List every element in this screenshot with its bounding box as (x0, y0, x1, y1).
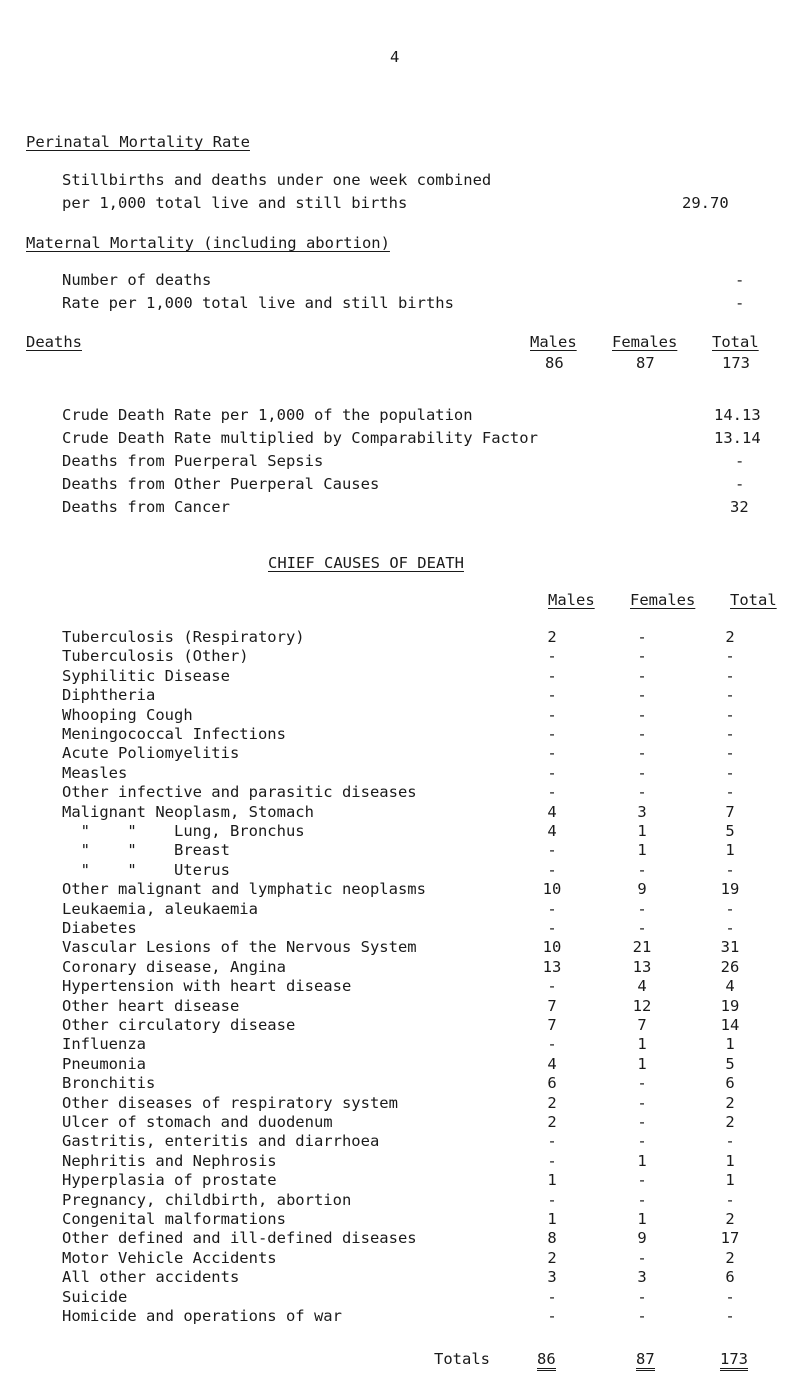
causes-col-females: Females (630, 591, 696, 609)
cause-total-value: - (725, 686, 735, 704)
cause-total-value: 4 (725, 977, 735, 995)
perinatal-value: 29.70 (682, 194, 729, 212)
cause-males-value: - (547, 1191, 557, 1209)
cause-females-value: - (637, 861, 647, 879)
cause-females-value: - (637, 919, 647, 937)
cause-label: Homicide and operations of war (62, 1307, 342, 1325)
cause-label: Ulcer of stomach and duodenum (62, 1113, 333, 1131)
cause-total-value: - (725, 783, 735, 801)
cause-total-value: 2 (725, 1210, 735, 1228)
cause-males-value: - (547, 783, 557, 801)
cause-males-value: 2 (547, 1113, 557, 1131)
cause-females-value: - (637, 1132, 647, 1150)
cause-females-value: - (637, 725, 647, 743)
deaths-females: 87 (636, 354, 655, 372)
cause-males-value: - (547, 686, 557, 704)
cause-males-value: - (547, 706, 557, 724)
cause-label: Nephritis and Nephrosis (62, 1152, 277, 1170)
cause-females-value: 1 (637, 822, 647, 840)
cause-total-value: 2 (725, 1249, 735, 1267)
cause-label: Coronary disease, Angina (62, 958, 286, 976)
cause-females-value: 9 (637, 880, 647, 898)
comparability-rate-value: 13.14 (714, 429, 761, 447)
perinatal-line-1: Stillbirths and deaths under one week combined (62, 171, 492, 189)
cause-label: Diphtheria (62, 686, 156, 704)
cause-label: Suicide (62, 1288, 128, 1306)
cause-females-value: - (637, 1171, 647, 1189)
totals-label: Totals (434, 1350, 490, 1368)
cause-total-value: 19 (720, 880, 740, 898)
cause-females-value: - (637, 1113, 647, 1131)
cause-females-value: - (637, 1191, 647, 1209)
cause-females-value: - (637, 667, 647, 685)
puerperal-sepsis-label: Deaths from Puerperal Sepsis (62, 452, 324, 470)
cause-total-value: 1 (725, 1152, 735, 1170)
cause-males-value: - (547, 900, 557, 918)
cause-label: Tuberculosis (Respiratory) (62, 628, 305, 646)
cause-males-value: - (547, 977, 557, 995)
cause-females-value: - (637, 744, 647, 762)
cause-females-value: 21 (632, 938, 652, 956)
cause-females-value: 9 (637, 1229, 647, 1247)
cause-total-value: - (725, 764, 735, 782)
cause-females-value: - (637, 1094, 647, 1112)
cause-label: Malignant Neoplasm, Stomach (62, 803, 314, 821)
cause-total-value: - (725, 1307, 735, 1325)
causes-heading: CHIEF CAUSES OF DEATH (268, 554, 464, 572)
totals-females: 87 (636, 1352, 655, 1368)
cause-males-value: 3 (547, 1268, 557, 1286)
cause-total-value: - (725, 861, 735, 879)
cause-label: Bronchitis (62, 1074, 156, 1092)
cause-label: Other malignant and lymphatic neoplasms (62, 880, 426, 898)
cause-total-value: 5 (725, 1055, 735, 1073)
cause-label: Diabetes (62, 919, 137, 937)
cause-females-value: 3 (637, 1268, 647, 1286)
cause-label: Influenza (62, 1035, 146, 1053)
cause-label: Other heart disease (62, 997, 240, 1015)
deaths-col-males: Males (530, 333, 577, 351)
cause-males-value: 6 (547, 1074, 557, 1092)
cause-total-value: 5 (725, 822, 735, 840)
totals-males: 86 (537, 1352, 556, 1368)
causes-col-total: Total (730, 591, 777, 609)
cause-total-value: - (725, 706, 735, 724)
cause-label: Congenital malformations (62, 1210, 286, 1228)
maternal-rate-label: Rate per 1,000 total live and still births (62, 294, 454, 312)
cancer-deaths-label: Deaths from Cancer (62, 498, 230, 516)
cause-label: Pregnancy, childbirth, abortion (62, 1191, 352, 1209)
cause-males-value: - (547, 1152, 557, 1170)
cause-label: Gastritis, enteritis and diarrhoea (62, 1132, 380, 1150)
causes-col-males: Males (548, 591, 595, 609)
cause-total-value: - (725, 744, 735, 762)
cause-label: All other accidents (62, 1268, 240, 1286)
cause-label: Hyperplasia of prostate (62, 1171, 277, 1189)
cause-total-value: 1 (725, 1035, 735, 1053)
cause-males-value: 2 (547, 1094, 557, 1112)
cause-males-value: - (547, 725, 557, 743)
cause-total-value: - (725, 919, 735, 937)
cause-females-value: - (637, 1074, 647, 1092)
cause-males-value: 10 (542, 938, 562, 956)
cause-label: Syphilitic Disease (62, 667, 230, 685)
cause-females-value: - (637, 783, 647, 801)
cause-total-value: 2 (725, 628, 735, 646)
cause-label: Meningococcal Infections (62, 725, 286, 743)
cause-males-value: - (547, 667, 557, 685)
cause-label: Tuberculosis (Other) (62, 647, 249, 665)
cause-total-value: - (725, 1191, 735, 1209)
deaths-heading: Deaths (26, 333, 82, 351)
cause-total-value: - (725, 900, 735, 918)
cause-females-value: - (637, 1288, 647, 1306)
cause-label: Acute Poliomyelitis (62, 744, 240, 762)
maternal-deaths-value: - (735, 271, 745, 289)
other-puerperal-label: Deaths from Other Puerperal Causes (62, 475, 380, 493)
cause-males-value: - (547, 1288, 557, 1306)
cause-label: Vascular Lesions of the Nervous System (62, 938, 417, 956)
cause-total-value: 2 (725, 1094, 735, 1112)
cause-males-value: - (547, 919, 557, 937)
cause-males-value: 4 (547, 822, 557, 840)
crude-death-rate-value: 14.13 (714, 406, 761, 424)
cause-label: Other circulatory disease (62, 1016, 296, 1034)
cause-total-value: 31 (720, 938, 740, 956)
deaths-col-females: Females (612, 333, 678, 351)
cause-label: Other infective and parasitic diseases (62, 783, 417, 801)
cause-total-value: - (725, 647, 735, 665)
cause-females-value: 1 (637, 1210, 647, 1228)
cause-females-value: 12 (632, 997, 652, 1015)
cause-females-value: 1 (637, 1035, 647, 1053)
cause-females-value: - (637, 686, 647, 704)
cause-females-value: 4 (637, 977, 647, 995)
cause-females-value: 7 (637, 1016, 647, 1034)
other-puerperal-value: - (735, 475, 745, 493)
cause-males-value: - (547, 764, 557, 782)
cause-females-value: 1 (637, 841, 647, 859)
cause-females-value: - (637, 647, 647, 665)
cause-females-value: - (637, 628, 647, 646)
cause-females-value: 1 (637, 1152, 647, 1170)
cause-males-value: 10 (542, 880, 562, 898)
cause-males-value: 8 (547, 1229, 557, 1247)
cause-total-value: 1 (725, 841, 735, 859)
cause-label: Leukaemia, aleukaemia (62, 900, 258, 918)
cause-females-value: 1 (637, 1055, 647, 1073)
cause-total-value: 26 (720, 958, 740, 976)
comparability-rate-label: Crude Death Rate multiplied by Comparability Factor (62, 429, 538, 447)
cause-label: Whooping Cough (62, 706, 193, 724)
perinatal-line-2: per 1,000 total live and still births (62, 194, 408, 212)
deaths-col-total: Total (712, 333, 759, 351)
cause-males-value: - (547, 1132, 557, 1150)
cause-males-value: - (547, 647, 557, 665)
cause-males-value: 1 (547, 1210, 557, 1228)
cause-males-value: - (547, 1307, 557, 1325)
cause-label: " " Breast (62, 841, 230, 859)
cause-females-value: - (637, 764, 647, 782)
cause-females-value: - (637, 1249, 647, 1267)
cause-total-value: 14 (720, 1016, 740, 1034)
cause-total-value: 2 (725, 1113, 735, 1131)
maternal-deaths-label: Number of deaths (62, 271, 212, 289)
cause-males-value: 1 (547, 1171, 557, 1189)
cause-total-value: - (725, 1132, 735, 1150)
cause-label: Measles (62, 764, 128, 782)
cancer-deaths-value: 32 (730, 498, 749, 516)
cause-males-value: 13 (542, 958, 562, 976)
cause-males-value: 2 (547, 628, 557, 646)
cause-label: " " Lung, Bronchus (62, 822, 305, 840)
cause-males-value: 7 (547, 997, 557, 1015)
cause-females-value: - (637, 900, 647, 918)
cause-label: Hypertension with heart disease (62, 977, 352, 995)
cause-label: Other defined and ill-defined diseases (62, 1229, 417, 1247)
deaths-males: 86 (545, 354, 564, 372)
cause-males-value: 4 (547, 803, 557, 821)
cause-males-value: - (547, 744, 557, 762)
deaths-total: 173 (722, 354, 750, 372)
cause-males-value: 4 (547, 1055, 557, 1073)
cause-females-value: 3 (637, 803, 647, 821)
cause-total-value: - (725, 725, 735, 743)
cause-total-value: 6 (725, 1268, 735, 1286)
cause-total-value: 17 (720, 1229, 740, 1247)
cause-label: " " Uterus (62, 861, 230, 879)
puerperal-sepsis-value: - (735, 452, 745, 470)
cause-total-value: 1 (725, 1171, 735, 1189)
maternal-rate-value: - (735, 294, 745, 312)
cause-total-value: - (725, 1288, 735, 1306)
maternal-heading: Maternal Mortality (including abortion) (26, 234, 390, 252)
crude-death-rate-label: Crude Death Rate per 1,000 of the population (62, 406, 473, 424)
cause-males-value: - (547, 841, 557, 859)
cause-females-value: 13 (632, 958, 652, 976)
cause-males-value: 7 (547, 1016, 557, 1034)
cause-females-value: - (637, 706, 647, 724)
cause-total-value: 6 (725, 1074, 735, 1092)
cause-label: Motor Vehicle Accidents (62, 1249, 277, 1267)
cause-total-value: 19 (720, 997, 740, 1015)
cause-females-value: - (637, 1307, 647, 1325)
page-number: 4 (390, 48, 400, 66)
cause-males-value: 2 (547, 1249, 557, 1267)
totals-total: 173 (720, 1352, 748, 1368)
cause-males-value: - (547, 861, 557, 879)
perinatal-heading: Perinatal Mortality Rate (26, 133, 250, 151)
cause-total-value: - (725, 667, 735, 685)
cause-label: Pneumonia (62, 1055, 146, 1073)
cause-label: Other diseases of respiratory system (62, 1094, 398, 1112)
cause-males-value: - (547, 1035, 557, 1053)
cause-total-value: 7 (725, 803, 735, 821)
